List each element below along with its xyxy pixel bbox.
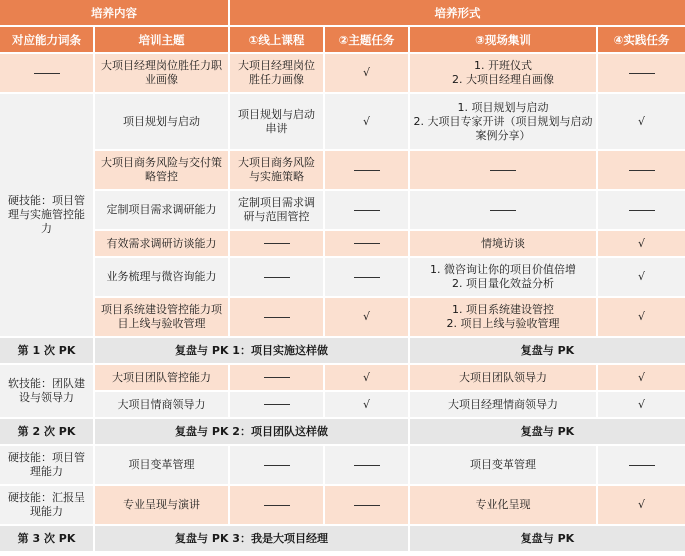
topic-cell: 大项目情商领导力 xyxy=(95,392,230,419)
ability-cell: 硬技能：项目管理与实施管控能力 xyxy=(0,94,95,338)
header-onsite-training: ③现场集训 xyxy=(410,27,598,54)
task-cell: √ xyxy=(325,365,410,392)
online-cell: 项目规划与启动串讲 xyxy=(230,94,325,151)
pk-label: 第 2 次 PK xyxy=(0,419,95,446)
pk-onsite: 复盘与 PK xyxy=(410,419,685,446)
dash-mark xyxy=(354,277,380,278)
onsite-line: 1. 开班仪式 xyxy=(474,59,532,72)
dash-mark xyxy=(264,243,290,244)
pk-review: 复盘与 PK 1：项目实施这样做 xyxy=(95,338,410,365)
task-cell: √ xyxy=(325,94,410,151)
pk-label: 第 1 次 PK xyxy=(0,338,95,365)
pk-row xyxy=(0,526,685,553)
dash-mark xyxy=(629,210,655,211)
online-cell: 大项目商务风险与实施策略 xyxy=(230,151,325,191)
pk-review: 复盘与 PK 2：项目团队这样做 xyxy=(95,419,410,446)
dash-mark xyxy=(490,170,516,171)
practice-cell: √ xyxy=(598,258,685,298)
practice-cell xyxy=(598,446,685,486)
onsite-line: 2. 大项目专家开讲（项目规划与启动案例分享） xyxy=(413,114,593,142)
dash-mark xyxy=(354,505,380,506)
topic-cell: 大项目商务风险与交付策略管控 xyxy=(95,151,230,191)
table-row xyxy=(0,151,685,191)
table-row xyxy=(0,298,685,338)
practice-cell xyxy=(598,54,685,94)
table-row xyxy=(0,486,685,526)
header-topic: 培训主题 xyxy=(95,27,230,54)
task-cell: √ xyxy=(325,54,410,94)
practice-cell: √ xyxy=(598,365,685,392)
onsite-cell: 专业化呈现 xyxy=(410,486,598,526)
online-cell xyxy=(230,365,325,392)
onsite-line: 1. 微咨询让你的项目价值倍增 xyxy=(430,263,576,276)
topic-cell: 项目规划与启动 xyxy=(95,94,230,151)
dash-mark xyxy=(354,465,380,466)
pk-row xyxy=(0,419,685,446)
onsite-line: 2. 大项目经理自画像 xyxy=(452,73,554,86)
dash-mark xyxy=(34,73,60,74)
topic-cell: 项目变革管理 xyxy=(95,446,230,486)
dash-mark xyxy=(264,465,290,466)
onsite-line: 1. 项目规划与启动 xyxy=(457,100,549,114)
ability-cell xyxy=(0,54,95,94)
onsite-cell: 大项目团队领导力 xyxy=(410,365,598,392)
pk-review: 复盘与 PK 3：我是大项目经理 xyxy=(95,526,410,553)
header-online-course: ①线上课程 xyxy=(230,27,325,54)
dash-mark xyxy=(354,170,380,171)
header-training-format: 培养形式 xyxy=(230,0,685,27)
online-cell xyxy=(230,231,325,258)
onsite-cell: 情境访谈 xyxy=(410,231,598,258)
topic-cell: 有效需求调研访谈能力 xyxy=(95,231,230,258)
dash-mark xyxy=(629,465,655,466)
onsite-line: 2. 项目上线与验收管理 xyxy=(446,317,560,330)
practice-cell: √ xyxy=(598,94,685,151)
onsite-cell: 项目变革管理 xyxy=(410,446,598,486)
practice-cell: √ xyxy=(598,231,685,258)
topic-cell: 项目系统建设管控能力项目上线与验收管理 xyxy=(95,298,230,338)
topic-cell: 业务梳理与微咨询能力 xyxy=(95,258,230,298)
ability-cell: 硬技能：汇报呈现能力 xyxy=(0,486,95,526)
dash-mark xyxy=(264,277,290,278)
onsite-cell xyxy=(410,258,598,298)
topic-cell: 专业呈现与演讲 xyxy=(95,486,230,526)
online-cell xyxy=(230,258,325,298)
table-row xyxy=(0,191,685,231)
pk-row xyxy=(0,338,685,365)
onsite-line: 2. 项目量化效益分析 xyxy=(452,277,554,290)
task-cell xyxy=(325,258,410,298)
practice-cell xyxy=(598,191,685,231)
dash-mark xyxy=(490,210,516,211)
dash-mark xyxy=(264,505,290,506)
header-practice-task: ④实践任务 xyxy=(598,27,685,54)
onsite-cell xyxy=(410,151,598,191)
ability-cell: 硬技能：项目管理能力 xyxy=(0,446,95,486)
onsite-cell xyxy=(410,54,598,94)
pk-label: 第 3 次 PK xyxy=(0,526,95,553)
dash-mark xyxy=(264,377,290,378)
online-cell: 定制项目需求调研与范围管控 xyxy=(230,191,325,231)
task-cell xyxy=(325,486,410,526)
practice-cell: √ xyxy=(598,486,685,526)
online-cell xyxy=(230,486,325,526)
dash-mark xyxy=(629,170,655,171)
topic-cell: 定制项目需求调研能力 xyxy=(95,191,230,231)
ability-cell: 软技能：团队建设与领导力 xyxy=(0,365,95,419)
task-cell xyxy=(325,151,410,191)
practice-cell: √ xyxy=(598,298,685,338)
online-cell xyxy=(230,298,325,338)
dash-mark xyxy=(354,243,380,244)
topic-cell: 大项目团队管控能力 xyxy=(95,365,230,392)
table-row xyxy=(0,94,685,151)
pk-onsite: 复盘与 PK xyxy=(410,526,685,553)
header-theme-task: ②主题任务 xyxy=(325,27,410,54)
onsite-cell: 大项目经理情商领导力 xyxy=(410,392,598,419)
dash-mark xyxy=(264,317,290,318)
task-cell xyxy=(325,231,410,258)
table-row xyxy=(0,365,685,392)
dash-mark xyxy=(264,404,290,405)
online-cell: 大项目经理岗位胜任力画像 xyxy=(230,54,325,94)
onsite-cell xyxy=(410,191,598,231)
table-row xyxy=(0,54,685,94)
practice-cell xyxy=(598,151,685,191)
online-cell xyxy=(230,446,325,486)
table-row xyxy=(0,258,685,298)
dash-mark xyxy=(629,73,655,74)
onsite-line: 1. 项目系统建设管控 xyxy=(452,303,554,316)
header-ability: 对应能力词条 xyxy=(0,27,95,54)
task-cell xyxy=(325,446,410,486)
table-row xyxy=(0,392,685,419)
task-cell: √ xyxy=(325,392,410,419)
onsite-cell xyxy=(410,94,598,151)
practice-cell: √ xyxy=(598,392,685,419)
header-training-content: 培养内容 xyxy=(0,0,230,27)
topic-cell: 大项目经理岗位胜任力职业画像 xyxy=(95,54,230,94)
task-cell: √ xyxy=(325,298,410,338)
onsite-cell xyxy=(410,298,598,338)
dash-mark xyxy=(354,210,380,211)
pk-onsite: 复盘与 PK xyxy=(410,338,685,365)
online-cell xyxy=(230,392,325,419)
table-row xyxy=(0,446,685,486)
task-cell xyxy=(325,191,410,231)
table-row xyxy=(0,231,685,258)
